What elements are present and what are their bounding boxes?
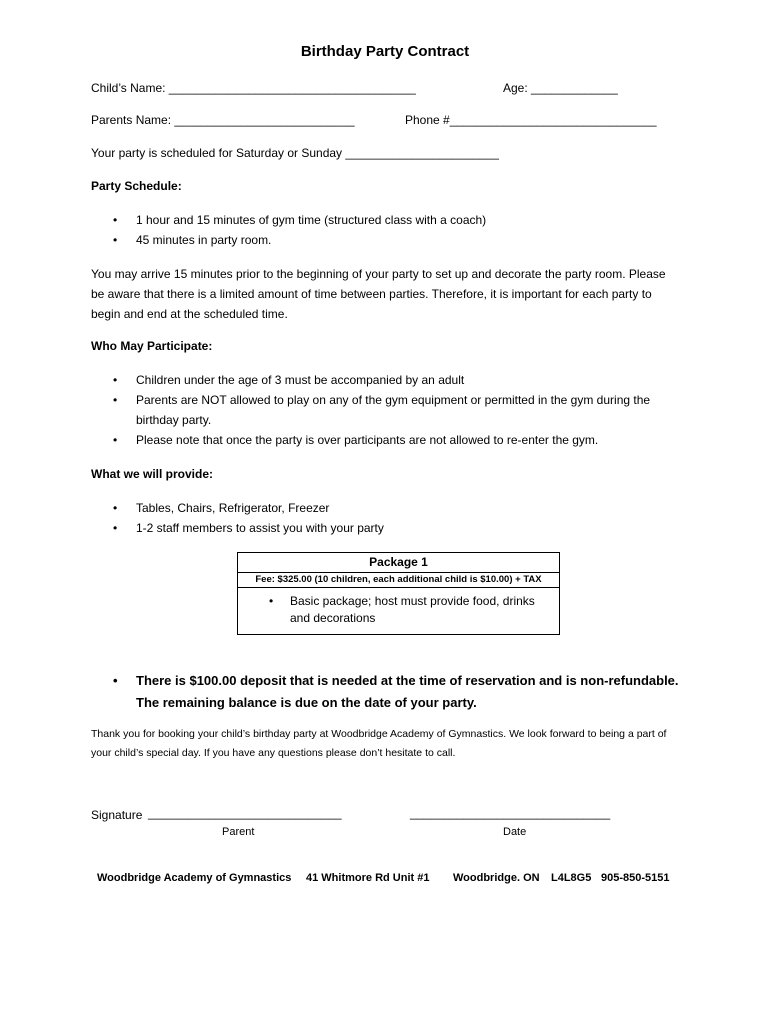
phone-field: Phone #_______________________________ (405, 113, 657, 127)
signature-line-date: ______________________________ (410, 806, 611, 820)
package-fee: Fee: $325.00 (10 children, each additional child is $10.00) + TAX (238, 573, 559, 588)
signature-label: Signature (91, 808, 143, 822)
list-item: • Children under the age of 3 must be accompanied by an adult (91, 370, 681, 390)
footer-address: 41 Whitmore Rd Unit #1 (306, 872, 430, 884)
date-caption: Date (503, 826, 527, 838)
bullet-icon: • (269, 594, 274, 608)
footer-postal-code: L4L8G5 (551, 872, 592, 884)
what-we-provide-heading: What we will provide: (91, 467, 214, 481)
arrival-paragraph: You may arrive 15 minutes prior to the beginning of your party to set up and decorate the party room. Please be aware that there is a limited amount of time between parties. Therefore, it is important for each party to begin and end at the scheduled time. (91, 267, 666, 321)
list-item: • 45 minutes in party room. (91, 230, 681, 250)
page-title: Birthday Party Contract (300, 43, 470, 60)
signature-line-parent: _____________________________ (148, 806, 342, 820)
who-may-participate-heading: Who May Participate: (91, 339, 213, 353)
list-item: • 1-2 staff members to assist you with your party (91, 518, 681, 538)
party-schedule-heading: Party Schedule: (91, 179, 182, 193)
provide-list (91, 498, 681, 538)
list-item: • 1 hour and 15 minutes of gym time (structured class with a coach) (91, 210, 681, 230)
party-schedule-list (91, 210, 681, 250)
footer-city: Woodbridge. ON (453, 872, 540, 884)
package-title: Package 1 (238, 553, 559, 573)
child-name-field: Child’s Name: _____________________________________ (91, 81, 416, 95)
scheduled-field: Your party is scheduled for Saturday or Sunday _______________________ (91, 146, 499, 160)
list-item: • Please note that once the party is over participants are not allowed to re-enter the gym. (91, 430, 681, 450)
parent-caption: Parent (222, 826, 255, 838)
package-table (237, 552, 560, 635)
list-item: • Parents are NOT allowed to play on any of the gym equipment or permitted in the gym during the birthday party. (91, 390, 681, 430)
footer-phone: 905-850-5151 (601, 872, 670, 884)
package-item-text: Basic package; host must provide food, drinks and decorations (290, 594, 535, 625)
thank-you-paragraph: Thank you for booking your child’s birthday party at Woodbridge Academy of Gymnastics. We look forward to being a part of your child’s special day. If you have any questions please don’t hesitate to call. (91, 728, 667, 759)
age-field: Age: _____________ (503, 81, 618, 95)
deposit-text: There is $100.00 deposit that is needed at the time of reservation and is non-refundable. The remaining balance is due on the date of your party. (136, 673, 679, 710)
participate-list (91, 370, 681, 450)
bullet-icon: • (113, 673, 118, 688)
footer-academy-name: Woodbridge Academy of Gymnastics (97, 872, 292, 884)
parents-name-field: Parents Name: ___________________________ (91, 113, 355, 127)
list-item: • Tables, Chairs, Refrigerator, Freezer (91, 498, 681, 518)
deposit-notice (91, 670, 681, 714)
package-item (238, 588, 559, 627)
